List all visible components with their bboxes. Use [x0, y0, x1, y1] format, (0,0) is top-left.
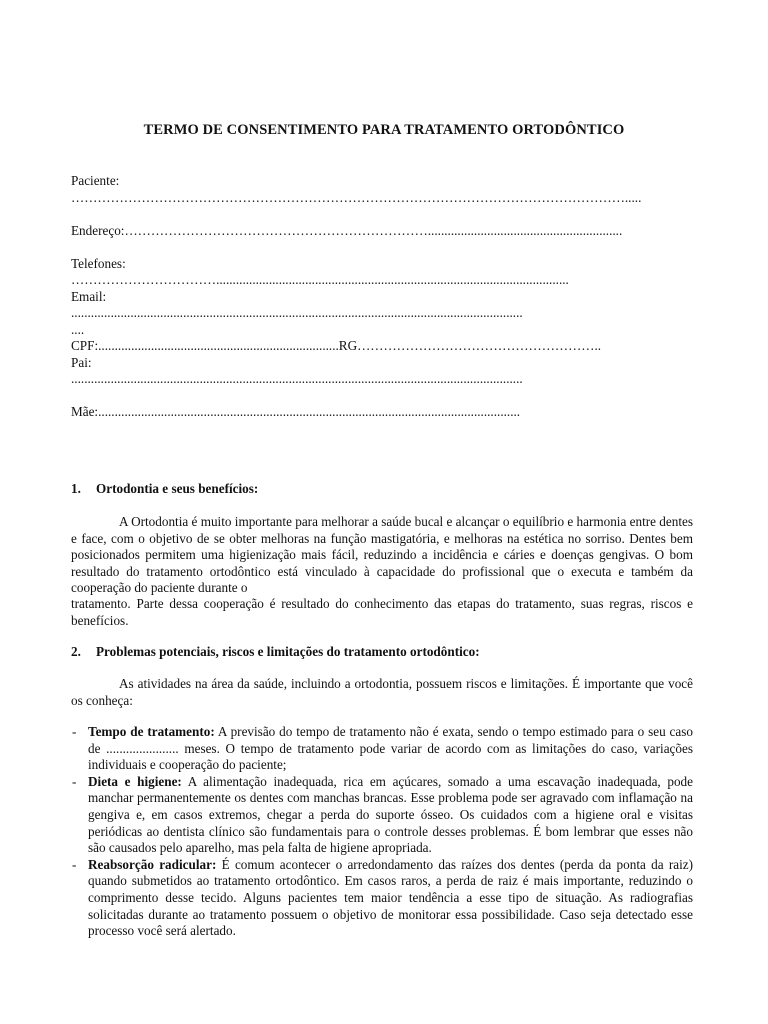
- patient-fields: [71, 173, 641, 421]
- section-1-title: Ortodontia e seus benefícios:: [96, 481, 259, 496]
- risks-list: [71, 724, 693, 940]
- list-item: [71, 857, 693, 940]
- email-label: Email:: [71, 288, 107, 304]
- bullet-term: Dieta e higiene:: [88, 773, 182, 789]
- mae-line: Mãe:................................................................................................................................: [71, 404, 521, 419]
- bullet-dash: -: [72, 773, 77, 789]
- section-2-intro: [71, 676, 693, 709]
- section-2-heading: [71, 644, 480, 660]
- section-1-text-a: A Ortodontia é muito importante para melhorar a saúde bucal e alcançar o equilíbrio e harmonia entre dentes e face, com o objetivo de se obter melhoras na função mastigatória, e melhoras na estética no sorriso. Dentes bem posicionados permitem uma higienização mais fácil, reduzindo a incidência e cáries e doenças gengivas. O bom resultado do tratamento ortodôntico está vinculado à capacidade do profissional que o executa e também da cooperação do paciente durante o: [71, 514, 693, 596]
- bullet-dash: -: [72, 856, 77, 872]
- email-dots-continued: ....: [71, 321, 85, 337]
- email-dots: .........................................................................................................................................: [71, 305, 523, 320]
- section-1-paragraph-b: [71, 596, 693, 629]
- section-2-number: 2.: [71, 644, 81, 659]
- pai-label: Pai:: [71, 354, 92, 370]
- pai-dots: .........................................................................................................................................: [71, 371, 523, 386]
- section-2-title: Problemas potenciais, riscos e limitações do tratamento ortodôntico:: [96, 644, 480, 659]
- section-1-text-b: tratamento. Parte dessa cooperação é resultado do conhecimento das etapas do tratamento, suas regras, riscos e benefícios.: [71, 596, 693, 628]
- telefones-dots: ……………………………...........................................................................................................: [71, 272, 569, 287]
- paciente-label: Paciente:: [71, 173, 120, 188]
- bullet-term: Reabsorção radicular:: [88, 856, 217, 872]
- list-item: [71, 774, 693, 857]
- section-1-paragraph-a: [71, 514, 693, 597]
- bullet-text: É comum acontecer o arredondamento das raízes dos dentes (perda da ponta da raiz) quando submetidos ao tratamento ortodôntico. Em casos raros, a perda de raiz é mais importante, reduzindo o comprimento desse tecido. Alguns pacientes tem maior tendência a esse tipo de situação. As radiografias solicitadas durante ao tratamento possuem o objetivo de monitorar essa possibilidade. Caso seja detectado esse processo você será alertado.: [88, 856, 693, 939]
- document-title: TERMO DE CONSENTIMENTO PARA TRATAMENTO ORTODÔNTICO: [143, 122, 625, 138]
- cpf-rg-line: CPF:.........................................................................RG………………………………………………..: [71, 338, 602, 353]
- section-1-number: 1.: [71, 481, 81, 496]
- endereco-line: Endereço:……………………………………………………………...........................................................: [71, 222, 623, 238]
- bullet-dash: -: [72, 724, 77, 739]
- bullet-text: A alimentação inadequada, rica em açúcares, somado a uma escavação inadequada, pode manchar permanentemente os dentes com manchas brancas. Esse problema pode ser agravado com inflamação na gengiva e, em casos extremos, chegar a perda do suporte ósseo. Os cuidados com a higiene oral e visitas periódicas ao dentista clínico são fundamentais para o controle desses problemas. É bom lembrar que esses não são causados pelo aparelho, mas pela falta de higiene apropriada.: [88, 773, 693, 856]
- bullet-text: A previsão do tempo de tratamento não é exata, sendo o tempo estimado para o seu caso de ...................... meses. O tempo de tratamento pode variar de acordo com as limitações do caso, variações individuais e cooperação do paciente;: [88, 724, 693, 773]
- section-1-heading: [71, 481, 258, 497]
- list-item: [71, 724, 693, 774]
- telefones-label: Telefones:: [71, 255, 126, 271]
- bullet-term: Tempo de tratamento:: [88, 724, 215, 739]
- section-2-intro-text: As atividades na área da saúde, incluindo a ortodontia, possuem riscos e limitações. É importante que você os conheça:: [71, 676, 693, 708]
- paciente-dots: ……………………………………………………………………………………………………………….....: [71, 189, 641, 205]
